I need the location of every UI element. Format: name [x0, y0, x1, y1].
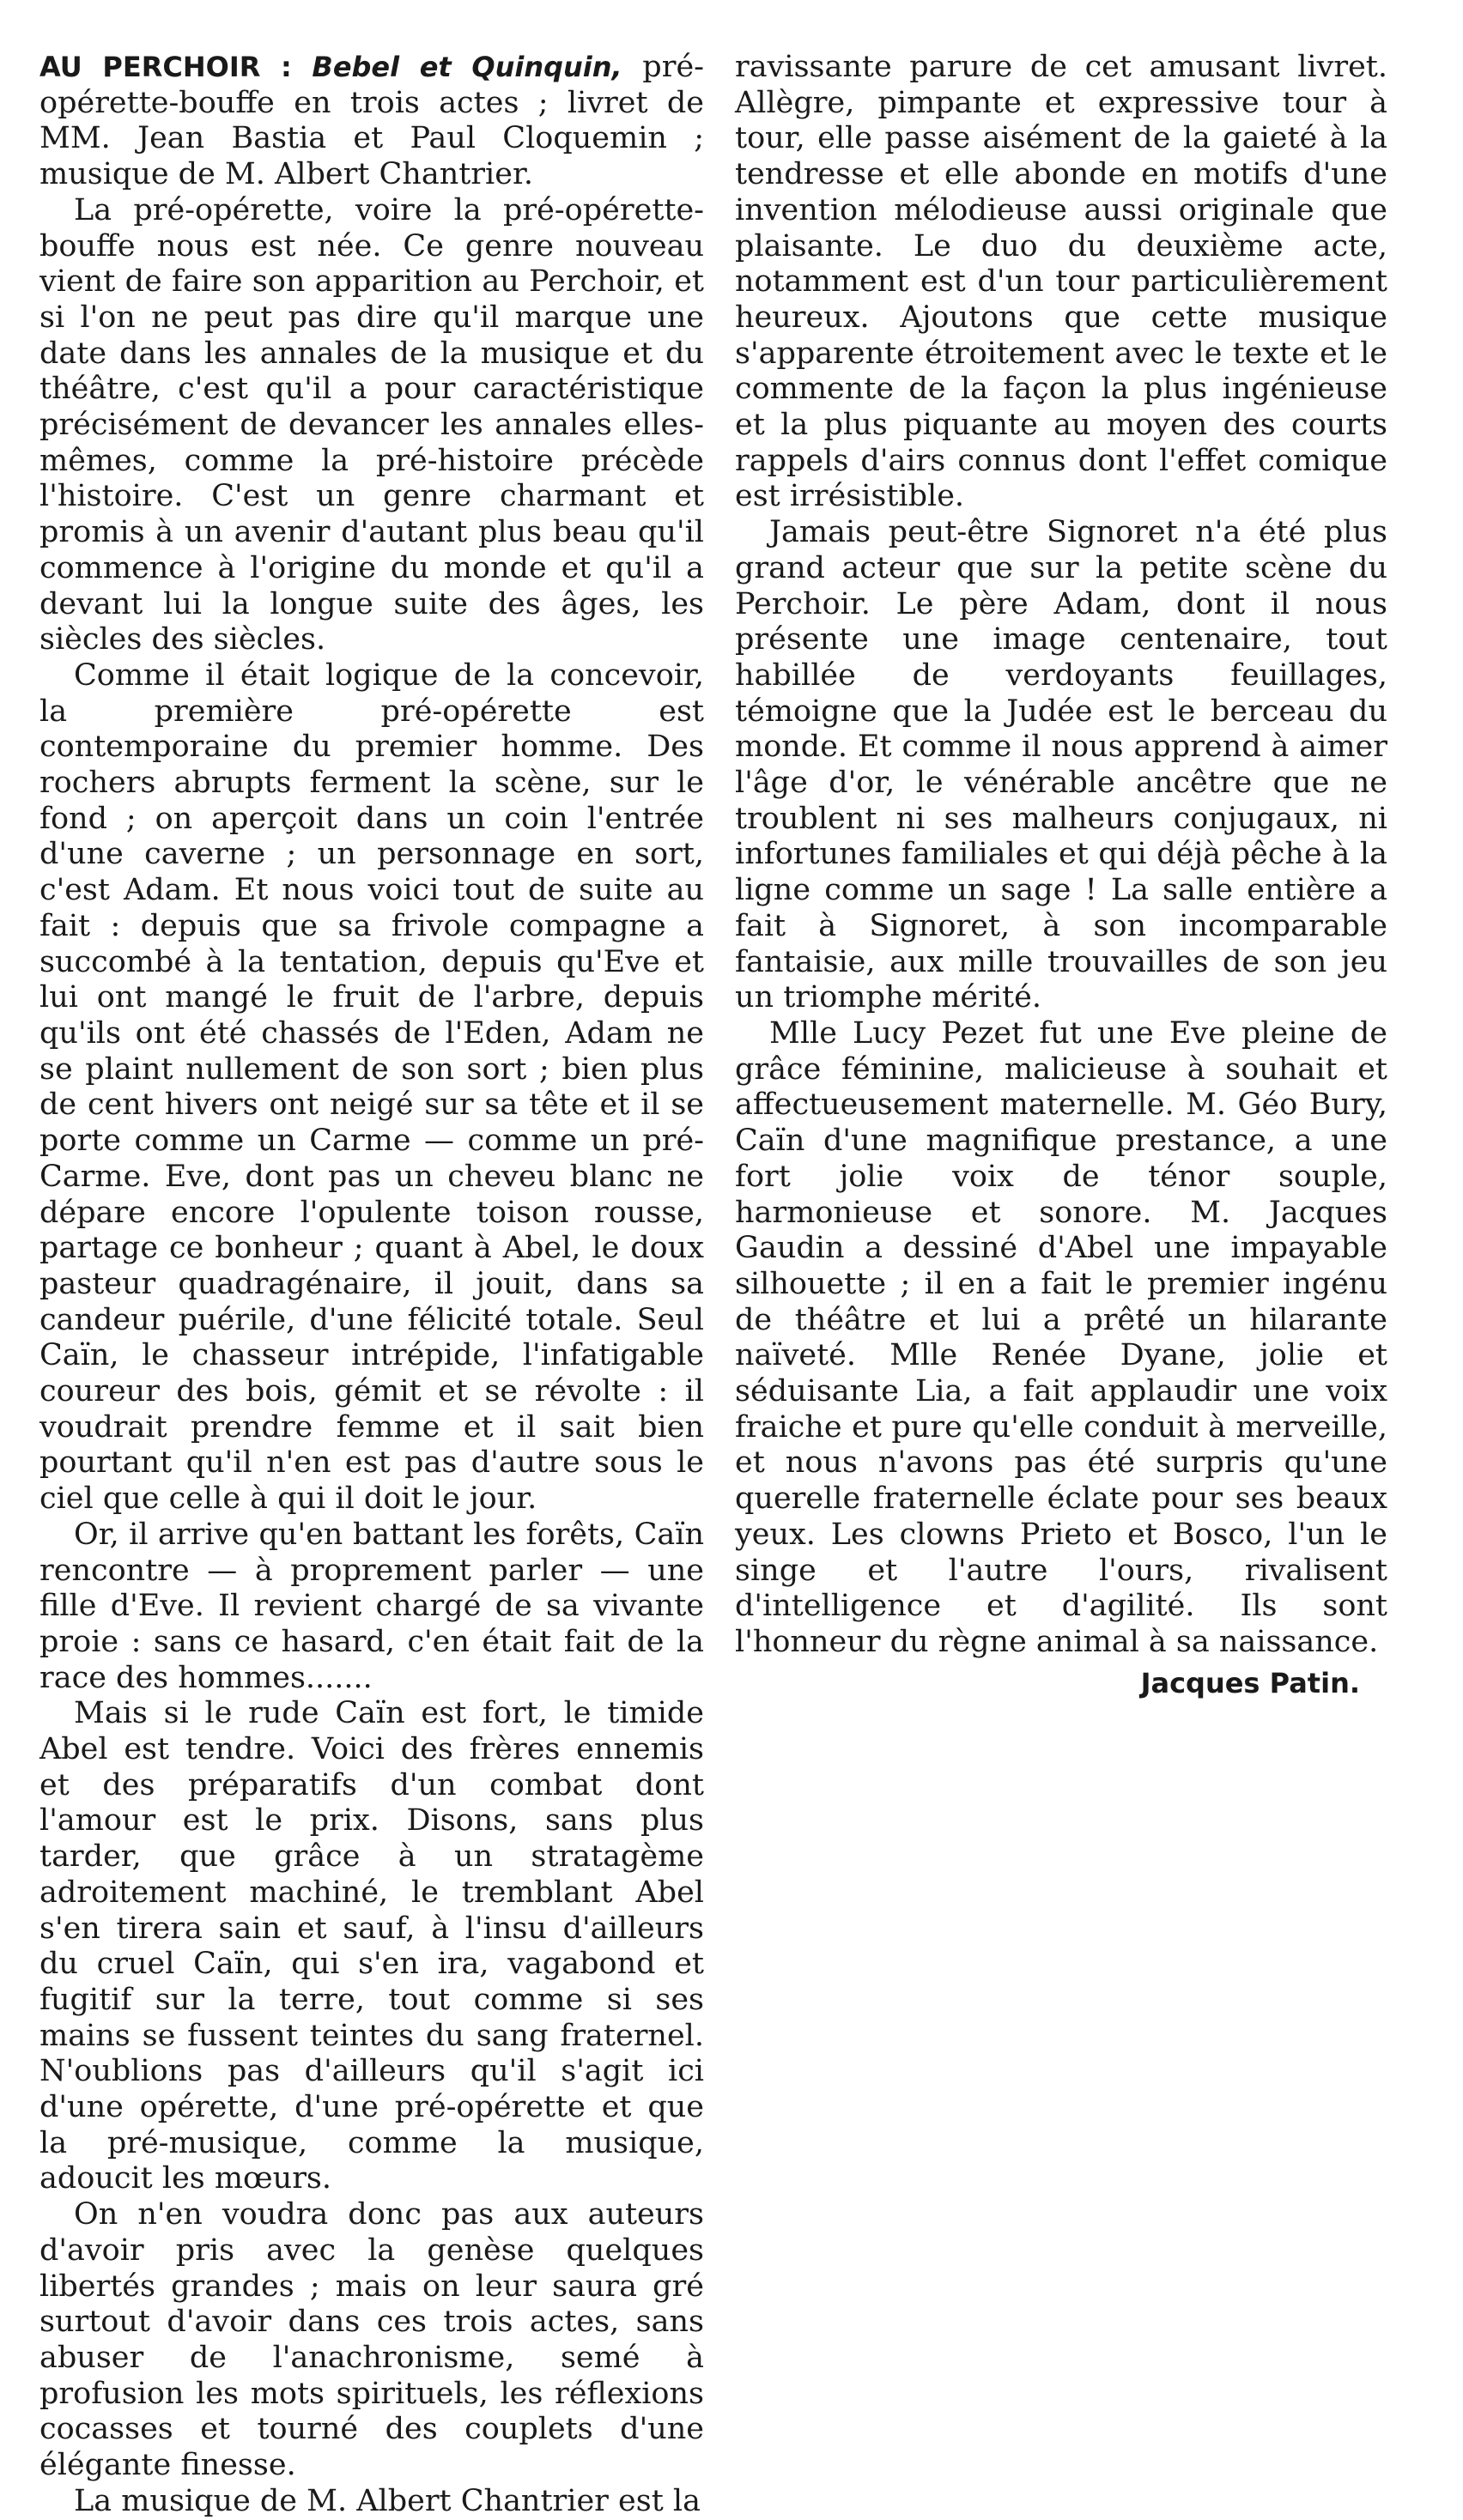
paragraph: Comme il était logique de la concevoir, la première pré-opérette est contemporaine du premier homme. Des rochers abrupts ferment la scène, sur le fond ; on aperçoit dans un coin l'entrée d'une caverne ; un personnage en sort, c'est Adam. Et nous voici tout de suite au fait : depuis que sa frivole compagne a succombé à la tentation, depuis qu'Eve et lui ont mangé le fruit de l'arbre, depuis qu'ils ont été chassés de l'Eden, Adam ne se plaint nullement de son sort ; bien plus de cent hivers ont neigé sur sa tête et il se porte comme un Carme — comme un pré-Carme. Eve, dont pas un cheveu blanc ne dépare encore l'opulente toison rousse, partage ce bonheur ; quant à Abel, le doux pasteur quadragénaire, il jouit, dans sa candeur puérile, d'une félicité totale. Seul Caïn, le chasseur intrépide, l'infatigable coureur des bois, gémit et se révolte : il voudrait prendre femme et il sait bien pourtant qu'il n'en est pas d'autre sous le ciel que celle à qui il doit le jour.: [39, 657, 704, 1517]
paragraph: La musique de M. Albert Chantrier est la: [74, 2483, 701, 2518]
right-column: [735, 50, 1387, 1701]
paragraph: La pré-opérette, voire la pré-opérette-bouffe nous est née. Ce genre nouveau vient de faire son apparition au Perchoir, et si l'on ne peut pas dire qu'il marque une date dans les annales de la musique et du théâtre, c'est qu'il a pour caractéristique précisément de devancer les annales elles-mêmes, comme la pré-histoire précède l'histoire. C'est un genre charmant et promis à un avenir d'autant plus beau qu'il commence à l'origine du monde et qu'il a devant lui la longue suite des âges, les siècles des siècles.: [39, 192, 704, 657]
heading-title: Bebel et Quinquin,: [312, 51, 622, 83]
paragraph: Mlle Lucy Pezet fut une Eve pleine de grâce féminine, malicieuse à souhait et affectueusement maternelle. M. Géo Bury, Caïn d'une magnifique prestance, a une fort jolie voix de ténor souple, harmonieuse et sonore. M. Jacques Gaudin a dessiné d'Abel une impayable silhouette ; il en a fait le premier ingénu de théâtre et lui a prêté un hilarante naïveté. Mlle Renée Dyane, jolie et séduisante Lia, a fait applaudir une voix fraiche et pure qu'elle conduit à merveille, et nous n'avons pas été surpris qu'une querelle fraternelle éclate pour ses beaux yeux. Les clowns Prieto et Bosco, l'un le singe et l'autre l'ours, rivalisent d'intelligence et d'agilité. Ils sont l'honneur du règne animal à sa naissance.: [735, 1015, 1387, 1659]
paragraph: On n'en voudra donc pas aux auteurs d'avoir pris avec la genèse quelques libertés grandes ; mais on leur saura gré surtout d'avoir dans ces trois actes, sans abuser de l'anachronisme, semé à profusion les mots spirituels, les réflexions cocasses et tourné des couplets d'une élégante finesse.: [39, 2197, 704, 2483]
left-column: [39, 50, 704, 2520]
paragraph: Jamais peut-être Signoret n'a été plus grand acteur que sur la petite scène du Perchoir. Le père Adam, dont il nous présente une image centenaire, tout habillée de verdoyants feuillages, témoigne que la Judée est le berceau du monde. Et comme il nous apprend à aimer l'âge d'or, le vénérable ancêtre que ne troublent ni ses malheurs conjugaux, ni infortunes familiales et qui déjà pêche à la ligne comme un sage ! La salle entière a fait à Signoret, à son incomparable fantaisie, aux mille trouvailles de son jeu un triomphe mérité.: [735, 515, 1387, 1015]
paragraph: Or, il arrive qu'en battant les forêts, Caïn rencontre — à proprement parler — une fille d'Eve. Il revient chargé de sa vivante proie : sans ce hasard, c'en était fait de la race des hommes.......: [39, 1517, 704, 1695]
heading-credits: pré-opérette-bouffe en trois actes ; livret de MM. Jean Bastia et Paul Cloquemin ; musique de M. Albert Chantrier.: [39, 50, 704, 192]
paragraph-continuation: ravissante parure de cet amusant livret. Allègre, pimpante et expressive tour à tour, elle passe aisément de la gaieté à la tendresse et elle abonde en motifs d'une invention mélodieuse aussi originale que plaisante. Le duo du deuxième acte, notamment est d'un tour particulièrement heureux. Ajoutons que cette musique s'apparente étroitement avec le texte et le commente de la façon la plus ingénieuse et la plus piquante au moyen des courts rappels d'airs connus dont l'effet comique est irrésistible.: [735, 50, 1387, 514]
article-heading-paragraph: [39, 50, 704, 193]
paragraph: Mais si le rude Caïn est fort, le timide Abel est tendre. Voici des frères ennemis et des préparatifs d'un combat dont l'amour est le prix. Disons, sans plus tarder, que grâce à un stratagème adroitement machiné, le tremblant Abel s'en tirera sain et sauf, à l'insu d'ailleurs du cruel Caïn, qui s'en ira, vagabond et fugitif sur la terre, tout comme si ses mains se fussent teintes du sang fraternel. N'oublions pas d'ailleurs qu'il s'agit ici d'une opérette, d'une pré-opérette et que la pré-musique, comme la musique, adoucit les mœurs.: [39, 1696, 704, 2196]
author-signature: Jacques Patin.: [1140, 1666, 1360, 1699]
heading-kicker: AU PERCHOIR :: [39, 51, 292, 83]
